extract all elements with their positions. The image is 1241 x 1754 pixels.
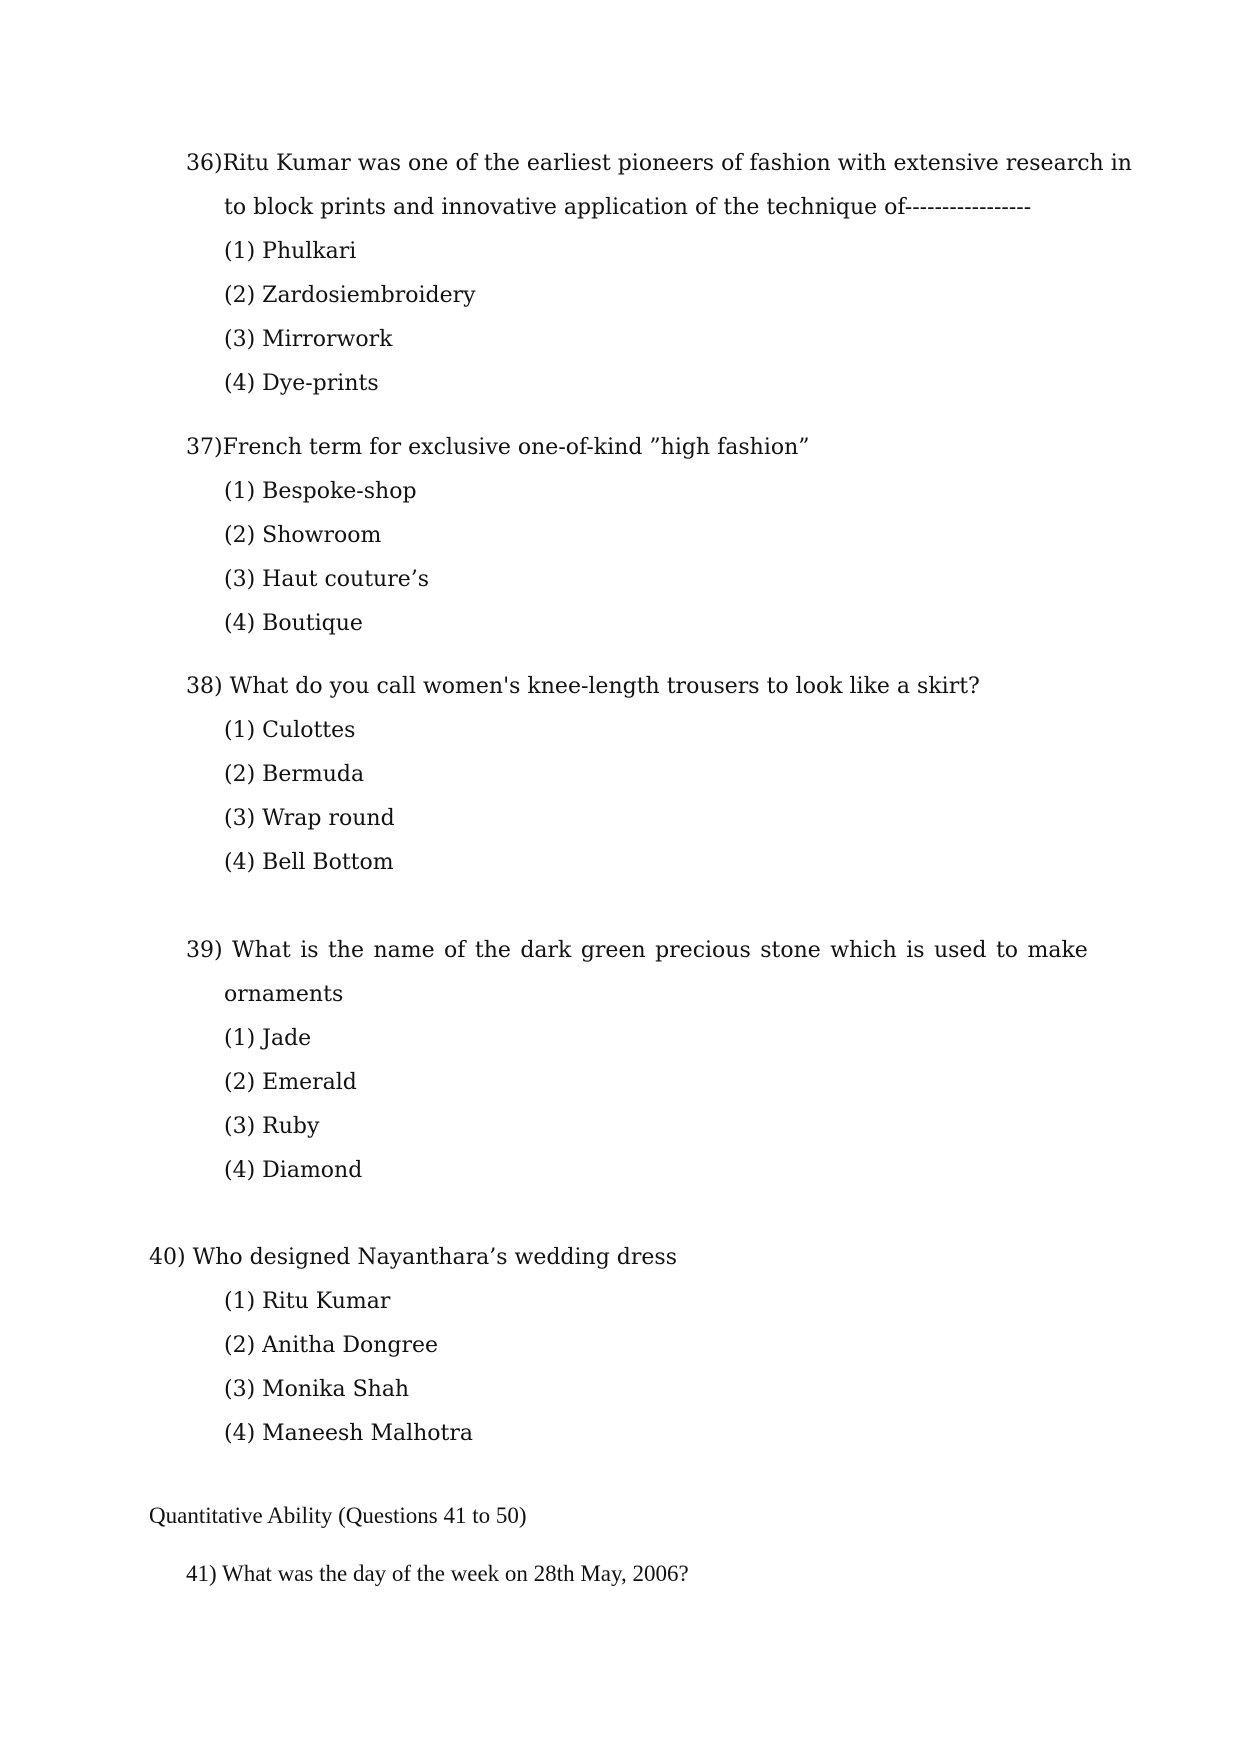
- question-text: What was the day of the week on 28th May, 2006?: [222, 1561, 689, 1586]
- question-text: French term for exclusive one-of-kind ”high fashion”: [222, 435, 810, 460]
- question-number: 37): [186, 435, 223, 460]
- question-text: What do you call women's knee-length trousers to look like a skirt?: [229, 674, 980, 699]
- option: (4) Maneesh Malhotra: [224, 1421, 474, 1446]
- question-word: the: [327, 938, 364, 963]
- option: (1) Bespoke-shop: [224, 479, 417, 504]
- question-36: [186, 149, 1132, 179]
- question-word: stone: [760, 938, 821, 963]
- option: (1) Jade: [224, 1026, 312, 1051]
- question-word: dark: [520, 938, 572, 963]
- question-word: green: [580, 938, 646, 963]
- question-41: [186, 1559, 689, 1589]
- option: (2) Bermuda: [224, 762, 365, 787]
- question-word: which: [830, 938, 897, 963]
- question-text: Ritu Kumar was one of the earliest pioneers of fashion with extensive research in: [222, 151, 1132, 176]
- question-39: [186, 936, 1088, 966]
- question-word: make: [1027, 938, 1088, 963]
- option: (4) Boutique: [224, 611, 363, 636]
- question-word: is: [906, 938, 925, 963]
- question-number: 36): [186, 151, 223, 176]
- question-number: 41): [186, 1561, 217, 1586]
- question-number: 39): [186, 938, 223, 963]
- question-text: Who designed Nayanthara’s wedding dress: [192, 1245, 677, 1270]
- question-text-justified: [186, 936, 1088, 966]
- question-word: the: [474, 938, 511, 963]
- option: (1) Phulkari: [224, 239, 357, 264]
- question-word: used: [933, 938, 987, 963]
- option: (3) Mirrorwork: [224, 327, 393, 352]
- question-word: precious: [655, 938, 751, 963]
- option: (2) Showroom: [224, 523, 382, 548]
- option: (3) Ruby: [224, 1114, 320, 1139]
- section-title: Quantitative Ability (Questions 41 to 50): [149, 1503, 527, 1528]
- question-text-continued: to block prints and innovative application of the technique of-----------------: [224, 195, 1032, 220]
- option: (1) Culottes: [224, 718, 356, 743]
- question-38: [186, 672, 980, 702]
- question-word: is: [300, 938, 319, 963]
- question-word: name: [373, 938, 435, 963]
- question-number: 40): [149, 1245, 186, 1270]
- option: (4) Bell Bottom: [224, 850, 394, 875]
- option: (2) Emerald: [224, 1070, 357, 1095]
- option: (3) Wrap round: [224, 806, 395, 831]
- question-word: to: [995, 938, 1019, 963]
- option: (3) Monika Shah: [224, 1377, 410, 1402]
- option: (2) Zardosiembroidery: [224, 283, 476, 308]
- option: (4) Dye-prints: [224, 371, 379, 396]
- option: (2) Anitha Dongree: [224, 1333, 439, 1358]
- question-number: 38): [186, 674, 223, 699]
- question-37: [186, 433, 810, 463]
- option: (1) Ritu Kumar: [224, 1289, 391, 1314]
- question-text-continued: ornaments: [224, 982, 344, 1007]
- question-40: [149, 1243, 677, 1273]
- question-word: What: [232, 938, 291, 963]
- option: (3) Haut couture’s: [224, 567, 430, 592]
- question-word: of: [444, 938, 466, 963]
- option: (4) Diamond: [224, 1158, 363, 1183]
